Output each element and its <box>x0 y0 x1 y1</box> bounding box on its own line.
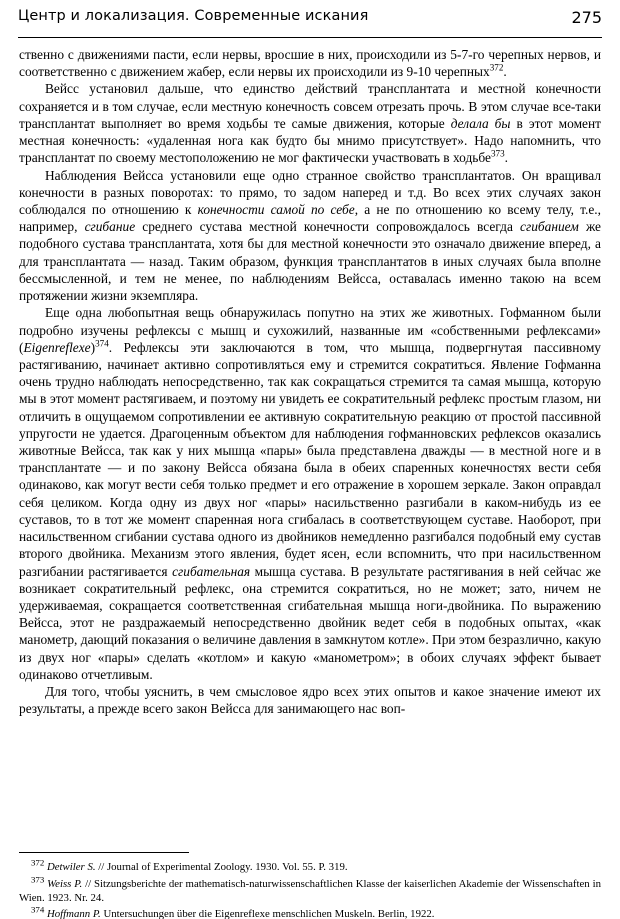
footnotes-section <box>19 857 601 919</box>
footnote-author: Hoffmann P. <box>46 908 101 919</box>
emphasis-sgibanie: сгибание <box>84 219 136 235</box>
footnote-text: Untersuchungen über die Eigenreflexe menschlichen Muskeln. Berlin, 1922. <box>100 908 435 919</box>
footnote-item <box>19 873 601 905</box>
footnote-number: 372 <box>31 857 45 868</box>
paragraph-1-text: ственно с движениями пасти, если нервы, вросшие в них, происходили из 5-7-го черепных нервов, и соответственно с движением жабер, если нервы их происходили из 9-10 черепных <box>19 47 601 80</box>
footnote-marker-374: 374 <box>95 338 109 349</box>
footnote-text: // Journal of Experimental Zoology. 1930. Vol. 55. P. 319. <box>95 861 348 873</box>
footnote-marker-373: 373 <box>490 148 505 159</box>
emphasis-eigenreflexe: Eigenreflexe <box>23 339 91 355</box>
emphasis-sgibatelnaya: сгибательная <box>172 563 251 579</box>
paragraph-5 <box>19 683 601 717</box>
emphasis-konechnosti: конечности самой по себе <box>197 201 355 217</box>
footnote-text: // Sitzungsberichte der mathematisch-naturwissenschaftlichen Klasse der kaiserlichen Akademie der Wissenschaften in Wien. 1923. Nr. 24. <box>19 877 601 904</box>
footnote-item <box>19 904 601 919</box>
footnote-divider <box>19 852 189 853</box>
emphasis-delala-by: делала бы <box>450 115 511 131</box>
footnote-marker-372: 372 <box>489 62 504 73</box>
paragraph-5-text: Для того, чтобы уяснить, в чем смысловое ядро всех этих опытов и какое значение имеют их результаты, а прежде всего закон Вейсса для занимающего нас воп- <box>19 684 601 717</box>
footnote-number: 373 <box>31 873 45 884</box>
paragraph-3: Наблюдения Вейсса установили еще одно странное свойство трансплантатов. Он вращивал конечности в разных поворотах: то прямо, то задом наперед и т.д. Во всех этих случаях закон соблюдался по отношению к конечности самой по себе, а не по отношению ко всему телу, т.е., например, сгибание среднего сустава местной конечности сопровождалось всегда сгибанием же подобного сустава трансплантата, хотя бы для местной конечности это означало движение вперед, а для трансплантата — назад. Таким образом, функция трансплантатов в иных случаях была вполне бессмысленной, и тем не менее, по наблюдениям Вейсса, оставалась именно такою на всем протяжении жизни экземпляра. <box>19 167 601 304</box>
page-number: 275 <box>571 8 602 27</box>
header-divider <box>18 37 602 38</box>
running-head-title: Центр и локализация. Современные искания <box>18 8 369 24</box>
emphasis-sgibaniem: сгибанием <box>520 219 579 235</box>
paragraph-1: ственно с движениями пасти, если нервы, вросшие в них, происходили из 5-7-го черепных нервов, и соответственно с движением жабер, если нервы их происходили из 9-10 черепных$^{372}$. <box>19 47 601 80</box>
paragraph-2: Вейсс установил дальше, что единство действий трансплантата и местной конечности сохраняется и в том случае, если местную конечность совсем отрезать прочь. В этом случае все-таки трансплантат выполняет во время ходьбы те самые движения, которые делала бы в этот момент местная конечность: «удаленная нога как будто бы мнимо присутствует». Надо напомнить, что трансплантат по своему местоположению не мог фактически участвовать в ходьбе$^{373}$. <box>19 81 602 166</box>
footnote-item <box>19 857 601 874</box>
footnote-author: Weiss P. <box>47 877 83 890</box>
paragraph-4: Еще одна любопытная вещь обнаружилась попутно на этих же животных. Гофманном были подробно изучены рефлексы с мышц и сухожилий, названные им «собственными рефлексами» (Eigenreflexe)$^{374}$. Рефлексы эти заключаются в том, что мышца, подвергнутая пассивному растягиванию, начинает активно сопротивляться ему и стремится сократиться. Явление Гофманна очень трудно наблюдать непосредственно, так как сокращаться стремится та самая мышца, которую мы в этот момент растягиваем, и поэтому ни увидеть ее сократительный рефлекс простым глазом, ни отличить в ощущаемом сопротивлении ее активную сократительную реакцию от простой пассивной упругости не удается. Драгоценным объектом для наблюдения гофманновских рефлексов оказались животные Вейсса, так как у них мышца «пары» была представлена дважды — в местной ноге и в трансплантате — и по закону Вейсса обязана была в обеих спаренных конечностях вести себя одинаково, как могут вести себя только предмет и его отражение в хорошем зеркале. Закон оправдал себя целиком. Когда одну из двух ног «пары» насильственно разгибали в каком-нибудь из ее суставов, то в тот же момент спаренная нога сгибалась в соответствующем суставе. Наоборот, при насильственном сгибании сустава одного из двойников немедленно разгибался подобный ему сустав второго двойника. Механизм этого явления, будет ясен, если вспомнить, что при насильственном разгибании растягивается сгибательная мышца сустава. В результате растягивания в ней сейчас же возникает сократительный рефлекс, она стремится сократиться, но не может; зато, ничем не удерживаемая, сокращается соответственная сгибательная мышца ноги-двойника. По выражению Вейсса, этот не раздражаемый непосредственно двойник ведет себя в подобных опытах, «как манометр, дающий показания о величине давления в замкнутом котле». При этом безразлично, какую из двух ног «пары» сделать «котлом» и какую «манометром»; в обоих случаях эффект бывает одинаково отчетливым. <box>19 305 602 682</box>
body-text <box>19 46 601 718</box>
footnote-number: 374 <box>31 904 45 915</box>
footnote-author: Detwiler S. <box>46 861 96 873</box>
